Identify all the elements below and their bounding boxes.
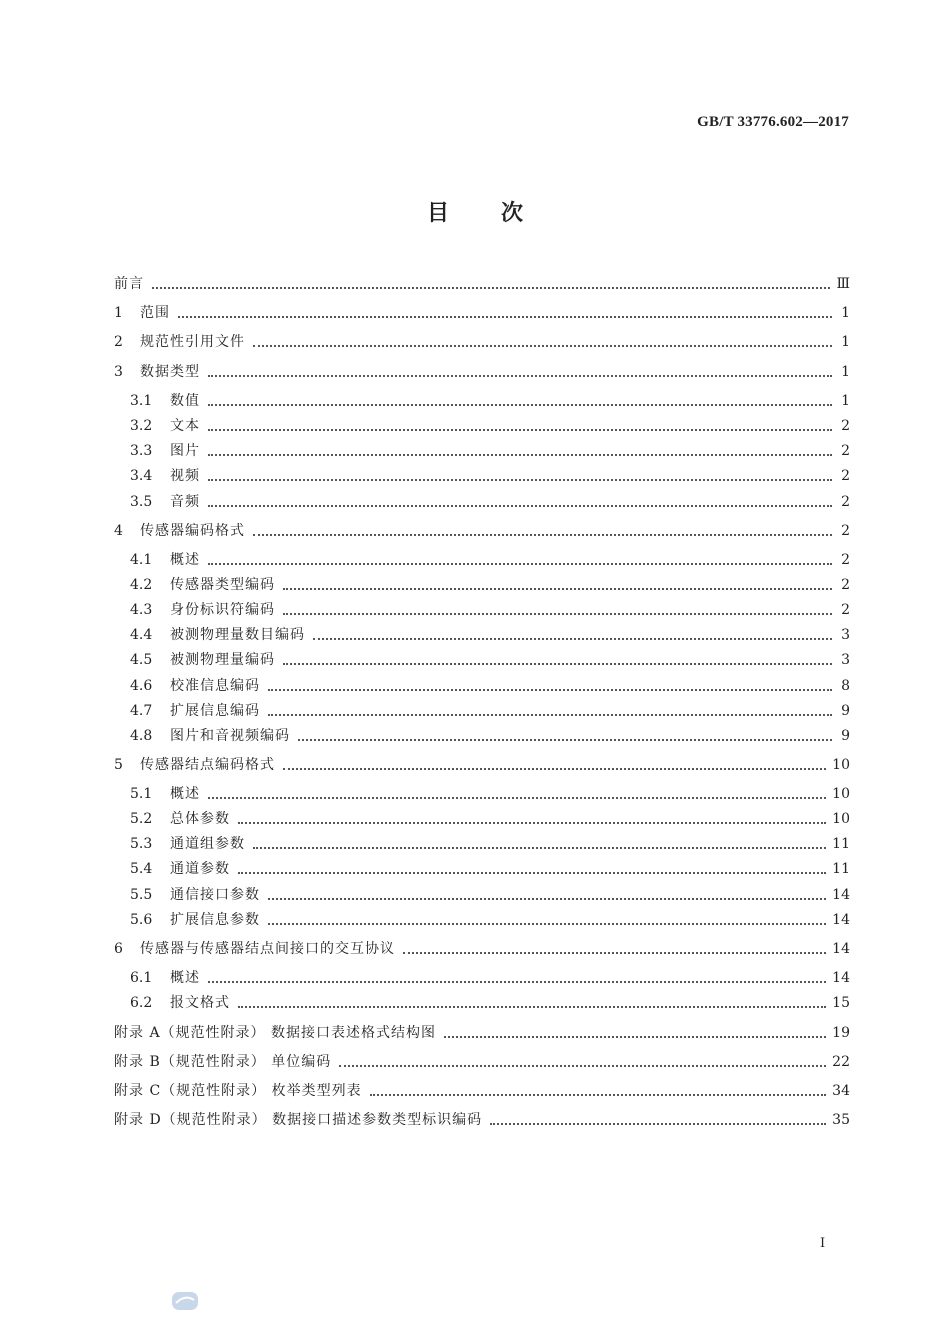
toc-entry-label: 传感器类型编码 xyxy=(170,577,275,593)
toc-entry[interactable] xyxy=(130,834,850,854)
toc-entry-label: 校准信息编码 xyxy=(170,678,260,694)
toc-entry-number: 4.5 xyxy=(130,652,153,668)
toc-entry-number: 3.5 xyxy=(130,494,153,510)
toc-entry-label: 扩展信息参数 xyxy=(170,912,260,928)
dot-leader xyxy=(253,344,832,347)
toc-entry-number: 4.6 xyxy=(130,678,153,694)
toc-entry[interactable] xyxy=(130,650,850,670)
toc-entry-label: 范围 xyxy=(140,305,170,321)
toc-entry-label: 附录 D（规范性附录） 数据接口描述参数类型标识编码 xyxy=(114,1112,483,1128)
toc-entry-label: 概述 xyxy=(170,970,200,986)
toc-entry[interactable] xyxy=(130,726,850,746)
toc-entry-page: 9 xyxy=(841,703,850,719)
toc-entry-page: 2 xyxy=(841,577,850,593)
dot-leader xyxy=(283,662,832,665)
dot-leader xyxy=(208,453,832,456)
toc-entry-page: 8 xyxy=(841,678,850,694)
toc-entry-label: 数值 xyxy=(170,393,200,409)
toc-entry-page: 22 xyxy=(832,1054,850,1070)
toc-entry-number: 4.7 xyxy=(130,703,153,719)
dot-leader xyxy=(268,713,832,716)
toc-entry-page: 15 xyxy=(832,995,850,1011)
toc-entry-number: 5.3 xyxy=(130,836,153,852)
toc-entry-number: 3 xyxy=(114,364,123,380)
title-char-2: 次 xyxy=(501,200,524,226)
toc-entry-page: 14 xyxy=(832,941,850,957)
dot-leader xyxy=(490,1122,826,1125)
toc-entry[interactable] xyxy=(114,1081,850,1101)
toc-entry-label: 前言 xyxy=(114,276,144,292)
toc-entry-label: 附录 A（规范性附录） 数据接口表述格式结构图 xyxy=(114,1025,437,1041)
dot-leader xyxy=(339,1064,826,1067)
dot-leader xyxy=(208,428,832,431)
toc-entry-label: 通道组参数 xyxy=(170,836,245,852)
toc-entry-label: 传感器编码格式 xyxy=(140,523,245,539)
toc-entry-label: 身份标识符编码 xyxy=(170,602,275,618)
toc-entry-number: 3.2 xyxy=(130,418,153,434)
toc-entry[interactable] xyxy=(114,1110,850,1130)
toc-entry[interactable] xyxy=(130,575,850,595)
toc-entry-number: 6.2 xyxy=(130,995,153,1011)
standard-number: GB/T 33776.602—2017 xyxy=(697,114,849,130)
toc-entry-page: 19 xyxy=(832,1025,850,1041)
toc-entry-page: 11 xyxy=(832,836,850,852)
toc-entry-page: 11 xyxy=(832,861,850,877)
toc-entry-page: 1 xyxy=(841,393,850,409)
dot-leader xyxy=(268,897,826,900)
toc-entry-page: 1 xyxy=(841,305,850,321)
toc-entry[interactable] xyxy=(114,755,850,775)
dot-leader xyxy=(444,1035,826,1038)
toc-entry-page: 2 xyxy=(841,418,850,434)
toc-entry-number: 4.2 xyxy=(130,577,153,593)
dot-leader xyxy=(152,286,830,289)
dot-leader xyxy=(253,533,832,536)
title-char-1: 目 xyxy=(426,200,449,226)
toc-entry[interactable] xyxy=(114,332,850,352)
dot-leader xyxy=(238,871,826,874)
dot-leader xyxy=(178,315,832,318)
toc-entry-number: 3.4 xyxy=(130,468,153,484)
toc-entry-label: 扩展信息编码 xyxy=(170,703,260,719)
toc-entry[interactable] xyxy=(130,416,850,436)
toc-entry[interactable] xyxy=(130,550,850,570)
toc-entry-page: 14 xyxy=(832,970,850,986)
toc-entry-page: 10 xyxy=(832,757,850,773)
page-title xyxy=(0,196,950,227)
toc-entry[interactable] xyxy=(130,968,850,988)
toc-entry-number: 6.1 xyxy=(130,970,153,986)
toc-entry-label: 附录 C（规范性附录） 枚举类型列表 xyxy=(114,1083,362,1099)
dot-leader xyxy=(283,612,832,615)
toc-entry-number: 4.4 xyxy=(130,627,153,643)
dot-leader xyxy=(208,504,832,507)
toc-entry-label: 文本 xyxy=(170,418,200,434)
dot-leader xyxy=(208,374,832,377)
toc-entry-number: 4.8 xyxy=(130,728,153,744)
toc-entry-label: 视频 xyxy=(170,468,200,484)
toc-entry-number: 5 xyxy=(114,757,123,773)
toc-entry-page: 3 xyxy=(841,627,850,643)
toc-entry[interactable] xyxy=(114,1023,850,1043)
toc-entry-page: 2 xyxy=(841,443,850,459)
toc-entry-label: 被测物理量编码 xyxy=(170,652,275,668)
dot-leader xyxy=(253,846,826,849)
dot-leader xyxy=(238,821,826,824)
toc-entry[interactable] xyxy=(114,939,850,959)
toc-entry-label: 概述 xyxy=(170,786,200,802)
toc-entry-label: 音频 xyxy=(170,494,200,510)
toc-entry-number: 4.1 xyxy=(130,552,153,568)
toc-entry-number: 5.5 xyxy=(130,887,153,903)
toc-entry-page: 2 xyxy=(841,552,850,568)
toc-entry-page: 14 xyxy=(832,887,850,903)
toc-entry-page: 10 xyxy=(832,786,850,802)
dot-leader xyxy=(313,637,832,640)
dot-leader xyxy=(208,403,832,406)
toc-entry[interactable] xyxy=(130,784,850,804)
toc-entry-label: 规范性引用文件 xyxy=(140,334,245,350)
toc-entry-label: 通道参数 xyxy=(170,861,230,877)
toc-entry[interactable] xyxy=(130,441,850,461)
toc-entry[interactable] xyxy=(114,1052,850,1072)
toc-entry-page: Ⅲ xyxy=(836,276,850,292)
toc-entry-number: 3.1 xyxy=(130,393,153,409)
toc-entry-number: 2 xyxy=(114,334,123,350)
dot-leader xyxy=(268,688,832,691)
dot-leader xyxy=(208,980,826,983)
toc-entry-label: 传感器与传感器结点间接口的交互协议 xyxy=(140,941,395,957)
dot-leader xyxy=(370,1093,827,1096)
toc-entry[interactable] xyxy=(130,993,850,1013)
toc-entry-label: 图片和音视频编码 xyxy=(170,728,290,744)
toc-entry[interactable] xyxy=(130,910,850,930)
toc-entry[interactable] xyxy=(130,625,850,645)
toc-entry-number: 3.3 xyxy=(130,443,153,459)
toc-entry[interactable] xyxy=(114,362,850,382)
toc-entry-label: 总体参数 xyxy=(170,811,230,827)
toc-entry[interactable] xyxy=(114,521,850,541)
toc-entry[interactable] xyxy=(130,809,850,829)
dot-leader xyxy=(238,1005,826,1008)
toc-entry[interactable] xyxy=(130,701,850,721)
toc-entry-number: 1 xyxy=(114,305,123,321)
toc-entry-page: 35 xyxy=(832,1112,850,1128)
dot-leader xyxy=(268,922,826,925)
toc-entry-label: 传感器结点编码格式 xyxy=(140,757,275,773)
toc-entry-page: 14 xyxy=(832,912,850,928)
toc-entry[interactable] xyxy=(130,885,850,905)
toc-entry-page: 3 xyxy=(841,652,850,668)
toc-entry[interactable] xyxy=(114,303,850,323)
toc-entry-number: 6 xyxy=(114,941,123,957)
dot-leader xyxy=(208,796,826,799)
toc-entry-page: 2 xyxy=(841,602,850,618)
toc-entry-page: 1 xyxy=(841,334,850,350)
dot-leader xyxy=(208,478,832,481)
toc-entry-page: 2 xyxy=(841,468,850,484)
dot-leader xyxy=(298,738,832,741)
toc-entry-page: 2 xyxy=(841,523,850,539)
toc-entry-label: 通信接口参数 xyxy=(170,887,260,903)
toc-entry[interactable] xyxy=(130,391,850,411)
toc-entry[interactable] xyxy=(130,492,850,512)
toc-entry[interactable] xyxy=(130,600,850,620)
toc-entry[interactable] xyxy=(130,466,850,486)
sac-logo-icon xyxy=(171,1290,199,1312)
toc-entry-number: 5.1 xyxy=(130,786,153,802)
toc-entry-number: 5.4 xyxy=(130,861,153,877)
toc-entry-page: 10 xyxy=(832,811,850,827)
toc-entry-number: 4.3 xyxy=(130,602,153,618)
toc-entry-label: 报文格式 xyxy=(170,995,230,1011)
footer-page-number: I xyxy=(820,1236,826,1251)
toc-entry-label: 数据类型 xyxy=(140,364,200,380)
toc-entry-number: 4 xyxy=(114,523,123,539)
toc-entry[interactable] xyxy=(130,676,850,696)
toc-entry-label: 概述 xyxy=(170,552,200,568)
toc-entry-label: 附录 B（规范性附录） 单位编码 xyxy=(114,1054,332,1070)
toc-entry[interactable] xyxy=(130,859,850,879)
toc-entry-page: 1 xyxy=(841,364,850,380)
toc-entry-number: 5.6 xyxy=(130,912,153,928)
dot-leader xyxy=(283,767,826,770)
dot-leader xyxy=(403,951,826,954)
dot-leader xyxy=(208,562,832,565)
toc-entry-page: 9 xyxy=(841,728,850,744)
toc-entry-page: 34 xyxy=(832,1083,850,1099)
toc-entry-number: 5.2 xyxy=(130,811,153,827)
dot-leader xyxy=(283,587,832,590)
toc-entry[interactable] xyxy=(114,274,850,294)
toc-entry-label: 被测物理量数目编码 xyxy=(170,627,305,643)
toc-entry-page: 2 xyxy=(841,494,850,510)
toc-entry-label: 图片 xyxy=(170,443,200,459)
